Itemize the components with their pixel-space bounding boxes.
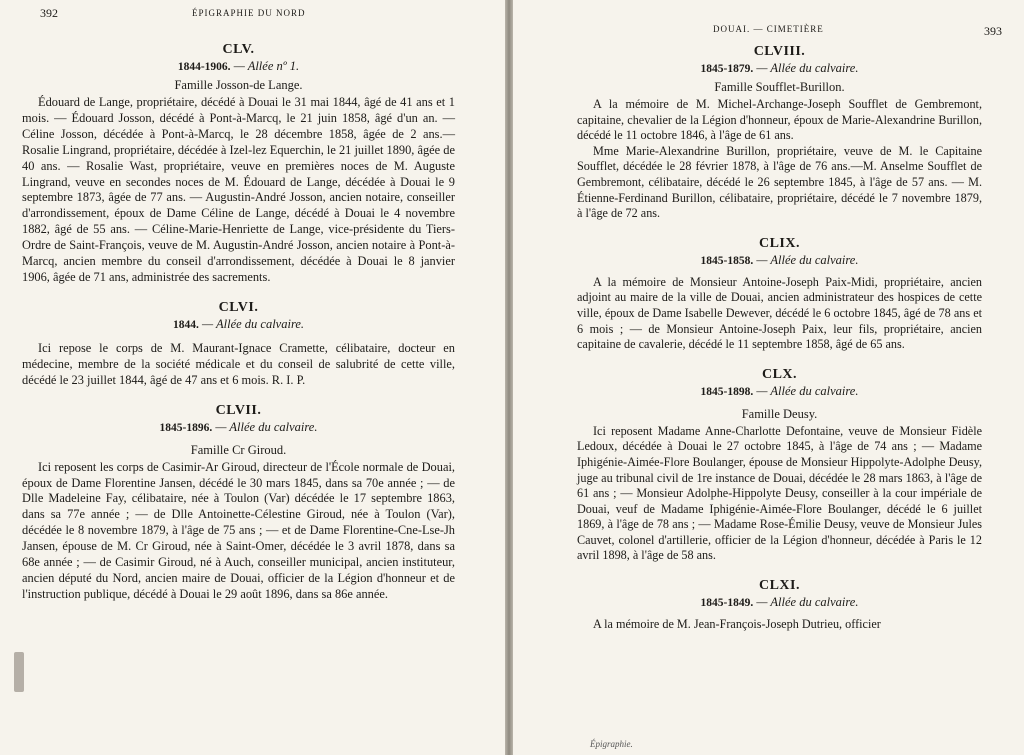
- entry-text: Édouard de Lange, propriétaire, décédé à Douai le 31 mai 1844, âgé de 41 ans et 1 mois. — Édouard Josson, décédé à Pont-à-Marcq, le 21 juin 1858, âgé d'un an. — Céline Josson, décédée à Pont-à-Marcq, le 28 décembre 1858, âgée de 2 ans.— Rosalie Lingrand, propriétaire, décédée à Izel-lez Equerchin, le 21 juillet 1890, âgée de 40 ans. — Rosalie Wast, propriétaire, veuve en premières noces de M. Auguste Lingrand, veuve en secondes noces de M. Édouard de Lange, décédée à Douai le 9 septembre 1873, âgée de 77 ans. — Augustin-André Josson, ancien notaire, conseiller d'arrondissement, époux de Dame Céline de Lange, décédé à Douai le 4 novembre 1882, âgé de 55 ans. — Céline-Marie-Henriette de Lange, vice-présidente du Tiers-Ordre de Saint-François, veuve de M. Augustin-André Josson, ancien notaire à Pont-à-Marcq, ancien membre du conseil d'arrondissement, décédée à Douai le 8 janvier 1906, âgée de 71 ans, administrée des sacrements.: [22, 95, 455, 284]
- left-running-head: [22, 6, 455, 28]
- entry-number: CLIX.: [758, 235, 800, 251]
- entry-date-line: [577, 252, 982, 269]
- entry-text: [577, 617, 982, 633]
- entry-number: CLVIII.: [753, 44, 806, 59]
- entry-clx: [577, 367, 982, 564]
- right-running-head: [577, 10, 1002, 44]
- entry-date: 1845-1896.: [159, 421, 213, 434]
- entry-clvi: [22, 300, 455, 389]
- left-page: [0, 0, 505, 755]
- entry-date: 1845-1849.: [700, 597, 754, 610]
- entry-family: Famille Cr Giroud.: [190, 442, 287, 457]
- entry-paragraph: A la mémoire de M. Jean-François-Joseph Dutrieu, officier: [593, 617, 881, 632]
- entry-clv: [22, 42, 455, 286]
- entry-text: Ici reposent les corps de Casimir-Ar Giroud, directeur de l'École normale de Douai, époux de Dame Florentine Jansen, décédé le 30 mars 1845, dans sa 70e année ; — de Dlle Madeleine Fay, célibataire, née à Toulon (Var) décédée le 17 septembre 1863, dans sa 77e année ; — de Dlle Antoinette-Célestine Giroud, née à Toulon (Var), décédée le 8 novembre 1879, à l'âge de 75 ans ; — et de Dame Florentine-Cne-Lse-Jh Jansen, épouse de M. Cr Giroud, née à Saint-Omer, décédée le 3 avril 1878, dans sa 68e année ; — de Casimir Giroud, né à Auch, conseiller municipal, ancien instituteur, ancien député du Nord, ancien maire de Douai, officier de la Légion d'honneur et de l'instruction publique, décédé à Douai le 29 août 1896, dans sa 86e année.: [22, 459, 455, 601]
- entry-family: Famille Josson-de Lange.: [174, 78, 303, 92]
- entry-text: [577, 275, 982, 353]
- entry-date: 1844-1906.: [177, 61, 231, 73]
- entry-date: 1845-1879.: [700, 63, 754, 75]
- entry-paragraph: A la mémoire de M. Michel-Archange-Joseph Soufflet de Gembremont, capitaine, chevalier de la Légion d'honneur, époux de Marie-Alexandrine Burillon, décédé le 11 octobre 1846, à l'âge de 61 ans.: [577, 97, 982, 143]
- entry-text: [577, 97, 982, 222]
- entry-number: CLVI.: [218, 299, 259, 315]
- right-running-title: DOUAI. — CIMETIÈRE: [713, 24, 824, 34]
- entry-date-line: [577, 594, 982, 611]
- book-gutter: [505, 0, 513, 755]
- entry-date: 1845-1858.: [700, 254, 754, 267]
- entry-clvii: [22, 403, 455, 603]
- entry-number: CLXI.: [758, 578, 800, 594]
- entry-date-line: [577, 60, 982, 77]
- entry-date: 1845-1898.: [700, 385, 754, 398]
- entry-date-line: [22, 58, 455, 75]
- right-page-number: 393: [984, 24, 1002, 38]
- entry-location: — Allée du calvaire.: [756, 252, 859, 267]
- entry-clix: [577, 236, 982, 353]
- entry-text: [577, 424, 982, 564]
- entry-date-line: [577, 383, 982, 400]
- entry-location: — Allée nº 1.: [233, 59, 300, 73]
- entry-location: — Allée du calvaire.: [201, 316, 305, 331]
- entry-date-line: [22, 316, 455, 333]
- entry-location: — Allée du calvaire.: [756, 595, 859, 610]
- entry-paragraph: Ici reposent Madame Anne-Charlotte Defontaine, veuve de Monsieur Fidèle Ledoux, décédée à Douai le 27 octobre 1845, à l'âge de 74 ans ; — Madame Iphigénie-Aimée-Flore Boulanger, épouse de Monsieur Hippolyte-Adolphe Deusy, juge au tribunal civil de 1re instance de Douai, décédée le 28 mars 1863, à l'âge de 61 ans ; — Monsieur Adolphe-Hippolyte Deusy, conseiller à la cour impériale de Douai, veuf de Madame Iphigénie-Aimée-Flore Boulanger, décédé le 6 juillet 1869, à l'âge de 78 ans ; — Madame Rose-Émilie Deusy, veuve de Monsieur Jules Cauvet, colonel d'artillerie, officier de la Légion d'honneur, décédée à Paris le 12 avril 1898, à l'âge de 58 ans.: [577, 423, 982, 563]
- signature-mark: Épigraphie.: [590, 739, 633, 749]
- entry-number: CLX.: [761, 366, 798, 382]
- left-page-number: 392: [40, 6, 58, 20]
- entry-location: — Allée du calvaire.: [215, 419, 318, 434]
- entry-location: — Allée du calvaire.: [756, 383, 859, 398]
- entry-paragraph: Mme Marie-Alexandrine Burillon, propriétaire, veuve de M. le Capitaine Soufflet, décédée le 28 février 1878, à l'âge de 76 ans.—M. Anselme Soufflet de Gembremont, célibataire, décédé le 26 septembre 1845, à l'âge de 57 ans. — M. Étienne-Ferdinand Burillon, célibataire, propriétaire, décédé le 7 novembre 1879, à l'âge de 72 ans.: [577, 143, 982, 221]
- entry-clviii: [577, 44, 982, 222]
- right-page: [513, 0, 1024, 755]
- page-smudge: [14, 652, 24, 692]
- entry-number: CLVII.: [215, 402, 262, 418]
- left-running-title: ÉPIGRAPHIE DU NORD: [192, 8, 306, 18]
- entry-clxi: [577, 578, 982, 633]
- entry-number: CLV.: [222, 42, 255, 57]
- entry-date: 1844.: [172, 318, 199, 331]
- entry-text: Ici repose le corps de M. Maurant-Ignace Cramette, célibataire, docteur en médecine, membre de la société médicale et du conseil de salubrité de cette ville, décédé le 23 juillet 1844, âgé de 47 ans et 6 mois. R. I. P.: [22, 340, 455, 387]
- entry-location: — Allée du calvaire.: [756, 61, 859, 75]
- entry-paragraph: A la mémoire de Monsieur Antoine-Joseph Paix-Midi, propriétaire, ancien adjoint au maire de la ville de Douai, ancien administrateur des hospices de cette ville, époux de Dame Isabelle Dewever, décédé le 6 octobre 1845, âgé de 78 ans et 6 mois ; — de Monsieur Antoine-Joseph Paix, leur fils, propriétaire, ancien capitaine de cavalerie, décédé le 11 septembre 1858, âgé de 65 ans.: [577, 274, 982, 352]
- entry-date-line: [22, 419, 455, 436]
- entry-family: Famille Soufflet-Burillon.: [714, 80, 845, 94]
- entry-family: Famille Deusy.: [741, 406, 818, 421]
